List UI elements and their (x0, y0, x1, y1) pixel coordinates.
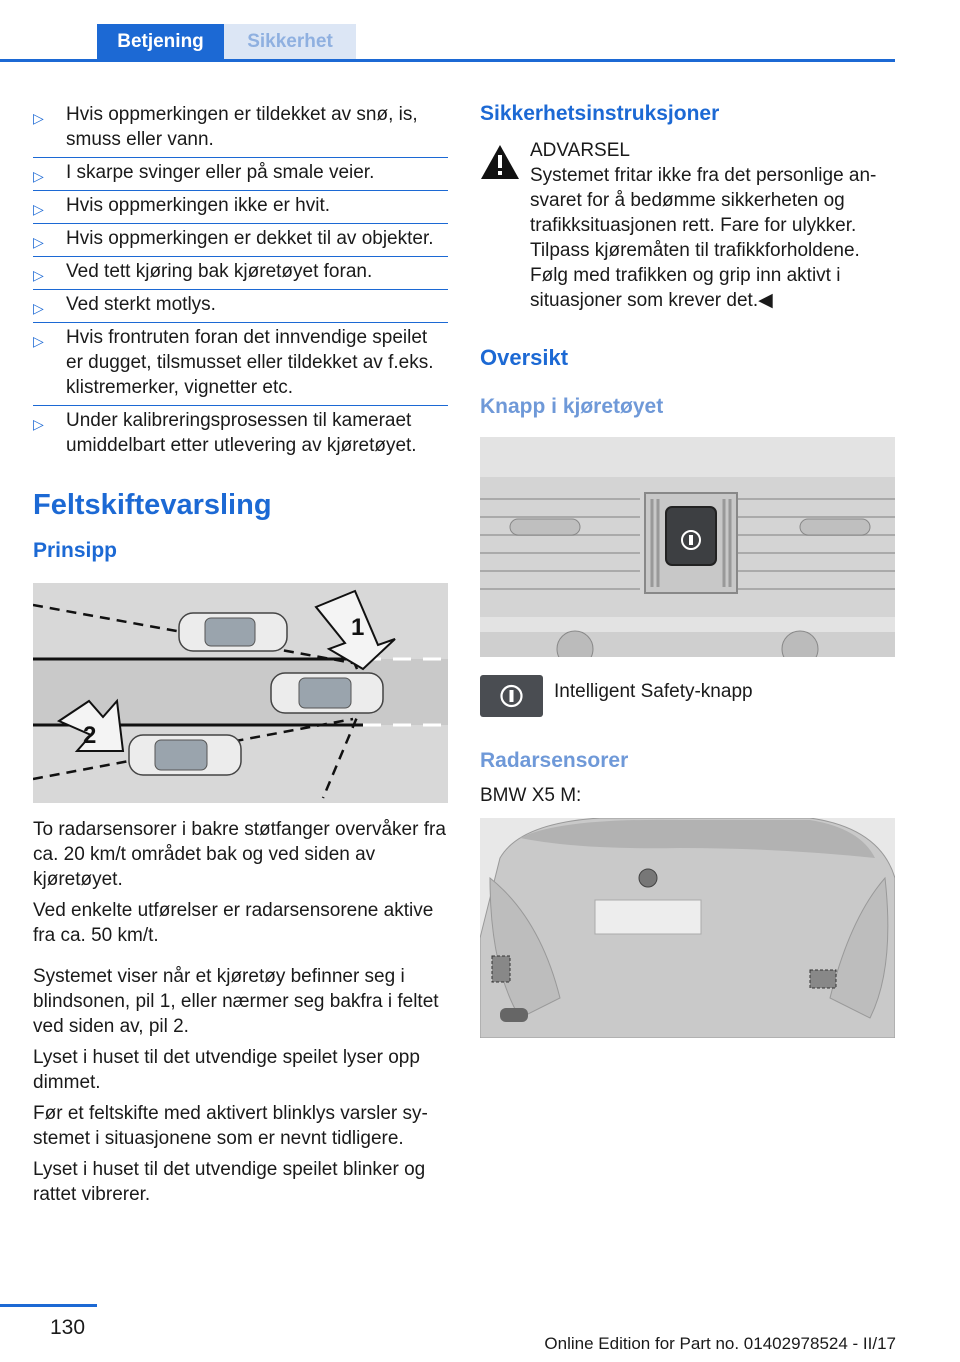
section-title: Feltskiftevarsling (33, 489, 272, 521)
triangle-bullet-icon: ▷ (33, 300, 44, 316)
header-tabbar (0, 24, 895, 62)
tab-sikkerhet[interactable]: Sikkerhet (224, 24, 356, 59)
right-column (480, 100, 896, 1038)
button-photo (480, 437, 895, 657)
warning-label: ADVARSEL (530, 140, 630, 161)
list-item: ▷ Ved sterkt motlys. (33, 290, 448, 323)
edition-label: Online Edition for Part no. 01402978524 - II/17 (544, 1334, 896, 1353)
triangle-bullet-icon: ▷ (33, 267, 44, 283)
end-mark-icon: ◀ (758, 290, 773, 311)
lane-change-diagram (33, 583, 448, 803)
dashboard-svg (480, 437, 895, 657)
warning-text: Systemet fritar ikke fra det personlige ansvaret for å bedømme sikkerheten og trafikksituasjonen rett. Fare for ulykker. Tilpass kjøremåten til trafikkforholdene. Følg med trafikken og grip inn aktivt i situasjoner som krever det. (530, 165, 877, 311)
triangle-bullet-icon: ▷ (33, 234, 44, 250)
warning-text-wrap (480, 163, 896, 313)
list-item: ▷ Hvis oppmerkingen ikke er hvit. (33, 191, 448, 224)
footer-divider (0, 1304, 97, 1307)
right-radar-sensor (810, 970, 836, 988)
tab-betjening[interactable]: Betjening (97, 24, 224, 59)
car-top (179, 613, 287, 651)
list-item: ▷ Ved tett kjøring bak kjøretøyet foran. (33, 257, 448, 290)
left-radar-sensor (492, 956, 510, 982)
lane-diagram-svg (33, 583, 448, 803)
warning-triangle-icon (480, 144, 520, 180)
triangle-bullet-icon: ▷ (33, 333, 44, 349)
button-legend (480, 675, 896, 717)
car-bottom (129, 735, 241, 775)
car-rear-photo (480, 818, 895, 1038)
list-item: ▷ Hvis oppmerkingen er tildekket av snø, is, smuss eller vann. (33, 100, 448, 158)
button-title: Knapp i kjøretøyet (480, 395, 664, 418)
warning-block (480, 138, 896, 313)
paragraph: Før et feltskifte med aktivert blinklys varsler systemet i situasjonene som er nevnt tidligere. (33, 1103, 428, 1149)
triangle-bullet-icon: ▷ (33, 168, 44, 184)
arrow-2-label: 2 (83, 722, 97, 749)
intelligent-safety-button-icon (480, 675, 543, 717)
triangle-bullet-icon: ▷ (33, 201, 44, 217)
safety-title: Sikkerhetsinstruksjoner (480, 102, 720, 125)
triangle-bullet-icon: ▷ (33, 110, 44, 126)
subsection-title: Prinsipp (33, 539, 118, 562)
list-item: ▷ Hvis frontruten foran det innvendige speilet er dugget, tilsmusset eller tildekket av f.eks. klistremerker, vignetter etc. (33, 323, 448, 406)
overview-title: Oversikt (480, 345, 569, 370)
paragraph: Lyset i huset til det utvendige speilet lyser opp dimmet. (33, 1047, 420, 1093)
model-label: BMW X5 M: (480, 785, 582, 806)
car-rear-svg (480, 818, 895, 1038)
list-item: ▷ I skarpe svinger eller på smale veier. (33, 158, 448, 191)
paragraph: Ved enkelte utførelser er radarsensorene aktive fra ca. 50 km/t. (33, 900, 434, 946)
radar-title: Radarsensorer (480, 749, 629, 772)
left-column (33, 100, 448, 1207)
paragraph: Systemet viser når et kjøretøy befinner seg i blindsonen, pil 1, eller nærmer seg bakfra i feltet ved siden av, pil 2. (33, 966, 439, 1037)
condition-list (33, 100, 448, 463)
legend-label: Intelligent Safety-knapp (554, 681, 753, 702)
paragraph: To radarsensorer i bakre støtfanger overvåker fra ca. 20 km/t området bak og ved siden av kjøretøyet. (33, 819, 446, 890)
list-item: ▷ Hvis oppmerkingen er dekket til av objekter. (33, 224, 448, 257)
arrow-1-label: 1 (351, 614, 365, 641)
triangle-bullet-icon: ▷ (33, 416, 44, 432)
page-number: 130 (50, 1316, 86, 1339)
list-item: ▷ Under kalibreringsprosessen til kameraet umiddelbart etter utlevering av kjøretøyet. (33, 410, 417, 456)
paragraph: Lyset i huset til det utvendige speilet blinker og rattet vibrerer. (33, 1159, 426, 1205)
car-middle (271, 673, 383, 713)
